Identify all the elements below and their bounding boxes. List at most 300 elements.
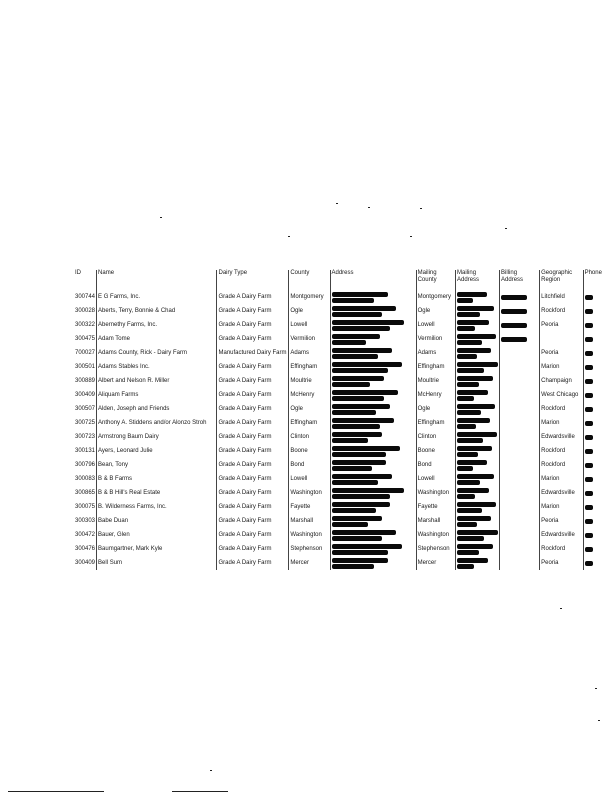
redaction-bar: [585, 337, 593, 342]
cell-billing-address: [500, 290, 540, 304]
scan-speck: [598, 720, 600, 721]
table-row: [74, 388, 603, 402]
cell-mailing-county: Effingham: [416, 416, 455, 430]
redaction-bar: [457, 348, 491, 353]
redaction-bar: [585, 561, 593, 566]
redaction-bar: [457, 320, 489, 325]
cell-mailing-address: [456, 444, 500, 458]
cell-mailing-address: [456, 388, 500, 402]
cell-mailing-county: Lowell: [416, 318, 455, 332]
cell-region: Litchfield: [540, 290, 583, 304]
cell-phone: [583, 290, 603, 304]
cell-phone: [583, 346, 603, 360]
cell-address: [330, 514, 416, 528]
cell-mailing-address: [456, 472, 500, 486]
cell-name: Baumgartner, Mark Kyle: [97, 542, 217, 556]
redaction-bar: [332, 494, 390, 499]
cell-phone: [583, 556, 603, 570]
cell-phone: [583, 304, 603, 318]
dairy-farm-table: [74, 270, 603, 570]
redaction-bar: [585, 533, 593, 538]
cell-phone: [583, 360, 603, 374]
redaction-bar: [332, 508, 376, 513]
cell-mailing-address: [456, 528, 500, 542]
cell-county: Marshall: [289, 514, 330, 528]
cell-mailing-county: Washington: [416, 486, 455, 500]
cell-billing-address: [500, 444, 540, 458]
cell-phone: [583, 416, 603, 430]
scan-speck: [160, 217, 162, 218]
redaction-bar: [332, 460, 386, 465]
scan-speck: [368, 207, 370, 208]
redaction-bar: [457, 292, 487, 297]
cell-name: Adams County, Rick - Dairy Farm: [97, 346, 217, 360]
cell-county: Washington: [289, 486, 330, 500]
cell-id: 300889: [75, 377, 96, 384]
cell-address: [330, 528, 416, 542]
cell-dairy-type: Grade A Dairy Farm: [217, 430, 289, 444]
cell-mailing-county: Adams: [416, 346, 455, 360]
table-row: [74, 444, 603, 458]
table-row: [74, 332, 603, 346]
redaction-bar: [585, 491, 593, 496]
cell-name: Adams Stables Inc.: [97, 360, 217, 374]
cell-billing-address: [500, 472, 540, 486]
cell-region: Edwardsville: [540, 528, 583, 542]
cell-region: Peoria: [540, 346, 583, 360]
header-county: County: [289, 270, 330, 290]
cell-mailing-county: Effingham: [416, 360, 455, 374]
redaction-bar: [332, 564, 374, 569]
cell-address: [330, 332, 416, 346]
header-region: Geographic Region: [540, 270, 583, 290]
cell-billing-address: [500, 318, 540, 332]
redaction-bar: [332, 480, 378, 485]
table-row: [74, 430, 603, 444]
cell-county: Clinton: [289, 430, 330, 444]
redaction-bar: [332, 292, 388, 297]
cell-region: Rockford: [540, 542, 583, 556]
redaction-bar: [457, 404, 495, 409]
cell-mailing-county: Stephenson: [416, 542, 455, 556]
table-row: [74, 304, 603, 318]
redaction-bar: [332, 550, 388, 555]
redaction-bar: [332, 368, 388, 373]
cell-mailing-county: Clinton: [416, 430, 455, 444]
cell-name: Albert and Nelson R. Miller: [97, 374, 217, 388]
cell-county: Washington: [289, 528, 330, 542]
cell-region: Marion: [540, 472, 583, 486]
redaction-bar: [585, 365, 593, 370]
redaction-bar: [457, 334, 496, 339]
redaction-bar: [332, 466, 372, 471]
redaction-bar: [457, 446, 492, 451]
cell-mailing-address: [456, 458, 500, 472]
redaction-bar: [585, 463, 593, 468]
cell-dairy-type: Grade A Dairy Farm: [217, 472, 289, 486]
cell-id: 300507: [75, 405, 96, 412]
cell-name: Abernethy Farms, Inc.: [97, 318, 217, 332]
scan-speck: [595, 688, 597, 689]
redaction-bar: [332, 334, 380, 339]
redaction-bar: [457, 432, 497, 437]
cell-mailing-county: McHenry: [416, 388, 455, 402]
redaction-bar: [457, 326, 475, 331]
redaction-bar: [332, 516, 382, 521]
cell-county: Bond: [289, 458, 330, 472]
redaction-bar: [332, 376, 384, 381]
redaction-bar: [332, 558, 388, 563]
cell-county: Montgomery: [289, 290, 330, 304]
header-id: ID: [75, 270, 81, 276]
cell-address: [330, 486, 416, 500]
scan-speck: [420, 208, 422, 209]
cell-address: [330, 444, 416, 458]
redaction-bar: [457, 516, 491, 521]
redaction-bar: [457, 522, 477, 527]
cell-county: Adams: [289, 346, 330, 360]
cell-region: Rockford: [540, 458, 583, 472]
cell-dairy-type: Grade A Dairy Farm: [217, 402, 289, 416]
cell-id: 300303: [75, 517, 96, 524]
cell-id: 300409: [75, 391, 96, 398]
cell-billing-address: [500, 500, 540, 514]
cell-mailing-address: [456, 500, 500, 514]
cell-region: Champaign: [540, 374, 583, 388]
cell-billing-address: [500, 416, 540, 430]
cell-mailing-county: Bond: [416, 458, 455, 472]
cell-mailing-address: [456, 304, 500, 318]
redaction-bar: [457, 410, 481, 415]
redaction-bar: [332, 298, 374, 303]
cell-county: Stephenson: [289, 542, 330, 556]
table-row: [74, 402, 603, 416]
cell-name: Anthony A. Stiddens and/or Alonzo Stroh: [97, 416, 217, 430]
table-row: [74, 318, 603, 332]
cell-address: [330, 318, 416, 332]
cell-region: Peoria: [540, 514, 583, 528]
cell-billing-address: [500, 374, 540, 388]
cell-address: [330, 402, 416, 416]
cell-name: Alden, Joseph and Friends: [97, 402, 217, 416]
redaction-bar: [332, 544, 402, 549]
cell-dairy-type: Grade A Dairy Farm: [217, 458, 289, 472]
cell-region: Marion: [540, 500, 583, 514]
redaction-bar: [457, 558, 488, 563]
cell-address: [330, 360, 416, 374]
cell-dairy-type: Grade A Dairy Farm: [217, 528, 289, 542]
redaction-bar: [332, 536, 382, 541]
redaction-bar: [585, 295, 593, 300]
footer-rule: [172, 791, 228, 792]
cell-id: 300865: [75, 489, 96, 496]
cell-address: [330, 388, 416, 402]
redaction-bar: [501, 337, 527, 342]
cell-name: Bauer, Glen: [97, 528, 217, 542]
cell-billing-address: [500, 542, 540, 556]
redaction-bar: [332, 362, 402, 367]
redaction-bar: [585, 547, 593, 552]
cell-dairy-type: Grade A Dairy Farm: [217, 360, 289, 374]
cell-mailing-county: Lowell: [416, 472, 455, 486]
cell-region: Marion: [540, 416, 583, 430]
header-phone: Phone: [583, 270, 603, 290]
redaction-bar: [457, 494, 475, 499]
redaction-bar: [332, 432, 382, 437]
scan-speck: [560, 608, 562, 609]
cell-phone: [583, 472, 603, 486]
redaction-bar: [457, 418, 490, 423]
cell-phone: [583, 388, 603, 402]
redaction-bar: [457, 340, 482, 345]
cell-id: 300131: [75, 447, 96, 454]
footer-rule: [8, 791, 104, 792]
cell-dairy-type: Grade A Dairy Farm: [217, 486, 289, 500]
redaction-bar: [585, 323, 593, 328]
cell-dairy-type: Grade A Dairy Farm: [217, 332, 289, 346]
redaction-bar: [332, 396, 384, 401]
cell-name: Adam Tome: [97, 332, 217, 346]
table-row: [74, 374, 603, 388]
cell-address: [330, 346, 416, 360]
redaction-bar: [585, 309, 593, 314]
cell-id: 300475: [75, 335, 96, 342]
redaction-bar: [585, 421, 593, 426]
cell-region: Rockford: [540, 304, 583, 318]
cell-region: Rockford: [540, 402, 583, 416]
cell-name: Aliquam Farms: [97, 388, 217, 402]
cell-name: Bean, Tony: [97, 458, 217, 472]
cell-dairy-type: Grade A Dairy Farm: [217, 500, 289, 514]
header-mailing-county: Mailing County: [416, 270, 455, 290]
redaction-bar: [585, 519, 593, 524]
cell-address: [330, 416, 416, 430]
redaction-bar: [585, 351, 593, 356]
cell-phone: [583, 318, 603, 332]
table-row: [74, 528, 603, 542]
redaction-bar: [457, 438, 483, 443]
cell-name: Bell Sum: [97, 556, 217, 570]
cell-mailing-county: Washington: [416, 528, 455, 542]
cell-id: 300322: [75, 321, 96, 328]
table-row: [74, 360, 603, 374]
cell-mailing-address: [456, 374, 500, 388]
cell-address: [330, 290, 416, 304]
cell-mailing-county: Mercer: [416, 556, 455, 570]
cell-region: Peoria: [540, 556, 583, 570]
cell-mailing-county: Marshall: [416, 514, 455, 528]
table-row: [74, 556, 603, 570]
redaction-bar: [332, 326, 390, 331]
redaction-bar: [585, 505, 593, 510]
cell-county: Lowell: [289, 318, 330, 332]
cell-dairy-type: Grade A Dairy Farm: [217, 374, 289, 388]
cell-billing-address: [500, 528, 540, 542]
redaction-bar: [457, 474, 494, 479]
redaction-bar: [457, 550, 479, 555]
cell-phone: [583, 374, 603, 388]
cell-phone: [583, 486, 603, 500]
redaction-bar: [501, 323, 527, 328]
redaction-bar: [457, 460, 487, 465]
redaction-bar: [457, 390, 488, 395]
cell-address: [330, 458, 416, 472]
table-row: [74, 346, 603, 360]
redaction-bar: [457, 376, 493, 381]
table-row: [74, 472, 603, 486]
header-mailing-address: Mailing Address: [456, 270, 500, 290]
header-address: Address: [330, 270, 416, 290]
redaction-bar: [457, 502, 496, 507]
redaction-bar: [332, 320, 404, 325]
cell-region: West Chicago: [540, 388, 583, 402]
cell-mailing-address: [456, 486, 500, 500]
cell-county: Boone: [289, 444, 330, 458]
redaction-bar: [457, 466, 473, 471]
cell-mailing-address: [456, 318, 500, 332]
redaction-bar: [457, 354, 477, 359]
cell-id: 300075: [75, 503, 96, 510]
redaction-bar: [332, 340, 366, 345]
redaction-bar: [332, 410, 376, 415]
cell-county: Ogle: [289, 304, 330, 318]
cell-phone: [583, 430, 603, 444]
cell-name: B & B Farms: [97, 472, 217, 486]
cell-mailing-county: Fayette: [416, 500, 455, 514]
cell-county: Vermilion: [289, 332, 330, 346]
cell-dairy-type: Grade A Dairy Farm: [217, 318, 289, 332]
cell-dairy-type: Grade A Dairy Farm: [217, 556, 289, 570]
header-name: Name: [97, 270, 217, 290]
cell-county: Mercer: [289, 556, 330, 570]
redaction-bar: [332, 306, 396, 311]
cell-county: Moultrie: [289, 374, 330, 388]
cell-name: Ayers, Leonard Julie: [97, 444, 217, 458]
table-row: [74, 500, 603, 514]
cell-billing-address: [500, 486, 540, 500]
cell-region: [540, 332, 583, 346]
cell-dairy-type: Grade A Dairy Farm: [217, 290, 289, 304]
cell-billing-address: [500, 360, 540, 374]
cell-mailing-address: [456, 360, 500, 374]
redaction-bar: [332, 354, 378, 359]
redaction-bar: [457, 298, 473, 303]
cell-dairy-type: Grade A Dairy Farm: [217, 514, 289, 528]
cell-county: Ogle: [289, 402, 330, 416]
cell-id: 300083: [75, 475, 96, 482]
redaction-bar: [501, 309, 527, 314]
cell-region: Peoria: [540, 318, 583, 332]
scan-speck: [336, 203, 338, 204]
cell-mailing-address: [456, 430, 500, 444]
redaction-bar: [332, 522, 368, 527]
cell-mailing-address: [456, 402, 500, 416]
cell-region: Marion: [540, 360, 583, 374]
cell-dairy-type: Grade A Dairy Farm: [217, 304, 289, 318]
cell-address: [330, 556, 416, 570]
cell-phone: [583, 458, 603, 472]
cell-phone: [583, 514, 603, 528]
cell-billing-address: [500, 332, 540, 346]
redaction-bar: [332, 502, 390, 507]
cell-id: 300725: [75, 419, 96, 426]
cell-mailing-county: Ogle: [416, 402, 455, 416]
table-row: [74, 486, 603, 500]
cell-name: B. Wilderness Farms, Inc.: [97, 500, 217, 514]
table-row: [74, 290, 603, 304]
redaction-bar: [457, 382, 479, 387]
cell-address: [330, 472, 416, 486]
redaction-bar: [332, 446, 400, 451]
cell-name: Armstrong Baum Dairy: [97, 430, 217, 444]
redaction-bar: [332, 418, 394, 423]
table-row: [74, 416, 603, 430]
header-dairy-type: Dairy Type: [217, 270, 289, 290]
cell-id: 300028: [75, 307, 96, 314]
cell-county: Lowell: [289, 472, 330, 486]
cell-mailing-county: Boone: [416, 444, 455, 458]
cell-name: B & B Hill's Real Estate: [97, 486, 217, 500]
redaction-bar: [585, 407, 593, 412]
redaction-bar: [457, 544, 493, 549]
cell-region: Edwardsville: [540, 430, 583, 444]
table-header-row: [74, 270, 603, 290]
cell-phone: [583, 500, 603, 514]
table-row: [74, 542, 603, 556]
cell-name: E G Farms, Inc.: [97, 290, 217, 304]
redaction-bar: [457, 536, 484, 541]
cell-address: [330, 500, 416, 514]
cell-phone: [583, 444, 603, 458]
redaction-bar: [457, 508, 482, 513]
cell-mailing-county: Vermilion: [416, 332, 455, 346]
cell-phone: [583, 402, 603, 416]
cell-dairy-type: Grade A Dairy Farm: [217, 388, 289, 402]
cell-address: [330, 542, 416, 556]
redaction-bar: [457, 396, 474, 401]
cell-region: Rockford: [540, 444, 583, 458]
redaction-bar: [457, 368, 484, 373]
cell-id: 300796: [75, 461, 96, 468]
redaction-bar: [585, 435, 593, 440]
redaction-bar: [457, 564, 474, 569]
redaction-bar: [501, 295, 527, 300]
cell-mailing-address: [456, 290, 500, 304]
cell-billing-address: [500, 430, 540, 444]
cell-id: 300476: [75, 545, 96, 552]
cell-county: Fayette: [289, 500, 330, 514]
redaction-bar: [332, 452, 386, 457]
cell-id: 700027: [75, 349, 96, 356]
table-row: [74, 514, 603, 528]
redaction-bar: [332, 488, 404, 493]
redaction-bar: [457, 362, 498, 367]
cell-county: McHenry: [289, 388, 330, 402]
cell-address: [330, 430, 416, 444]
scan-speck: [410, 236, 412, 237]
redaction-bar: [457, 312, 480, 317]
cell-mailing-address: [456, 542, 500, 556]
cell-mailing-county: Montgomery: [416, 290, 455, 304]
cell-mailing-address: [456, 416, 500, 430]
scan-speck: [505, 228, 507, 229]
redaction-bar: [332, 530, 396, 535]
cell-dairy-type: Grade A Dairy Farm: [217, 416, 289, 430]
cell-dairy-type: Manufactured Dairy Farm: [217, 346, 289, 360]
redaction-bar: [457, 306, 494, 311]
cell-mailing-county: Ogle: [416, 304, 455, 318]
redaction-bar: [585, 393, 593, 398]
